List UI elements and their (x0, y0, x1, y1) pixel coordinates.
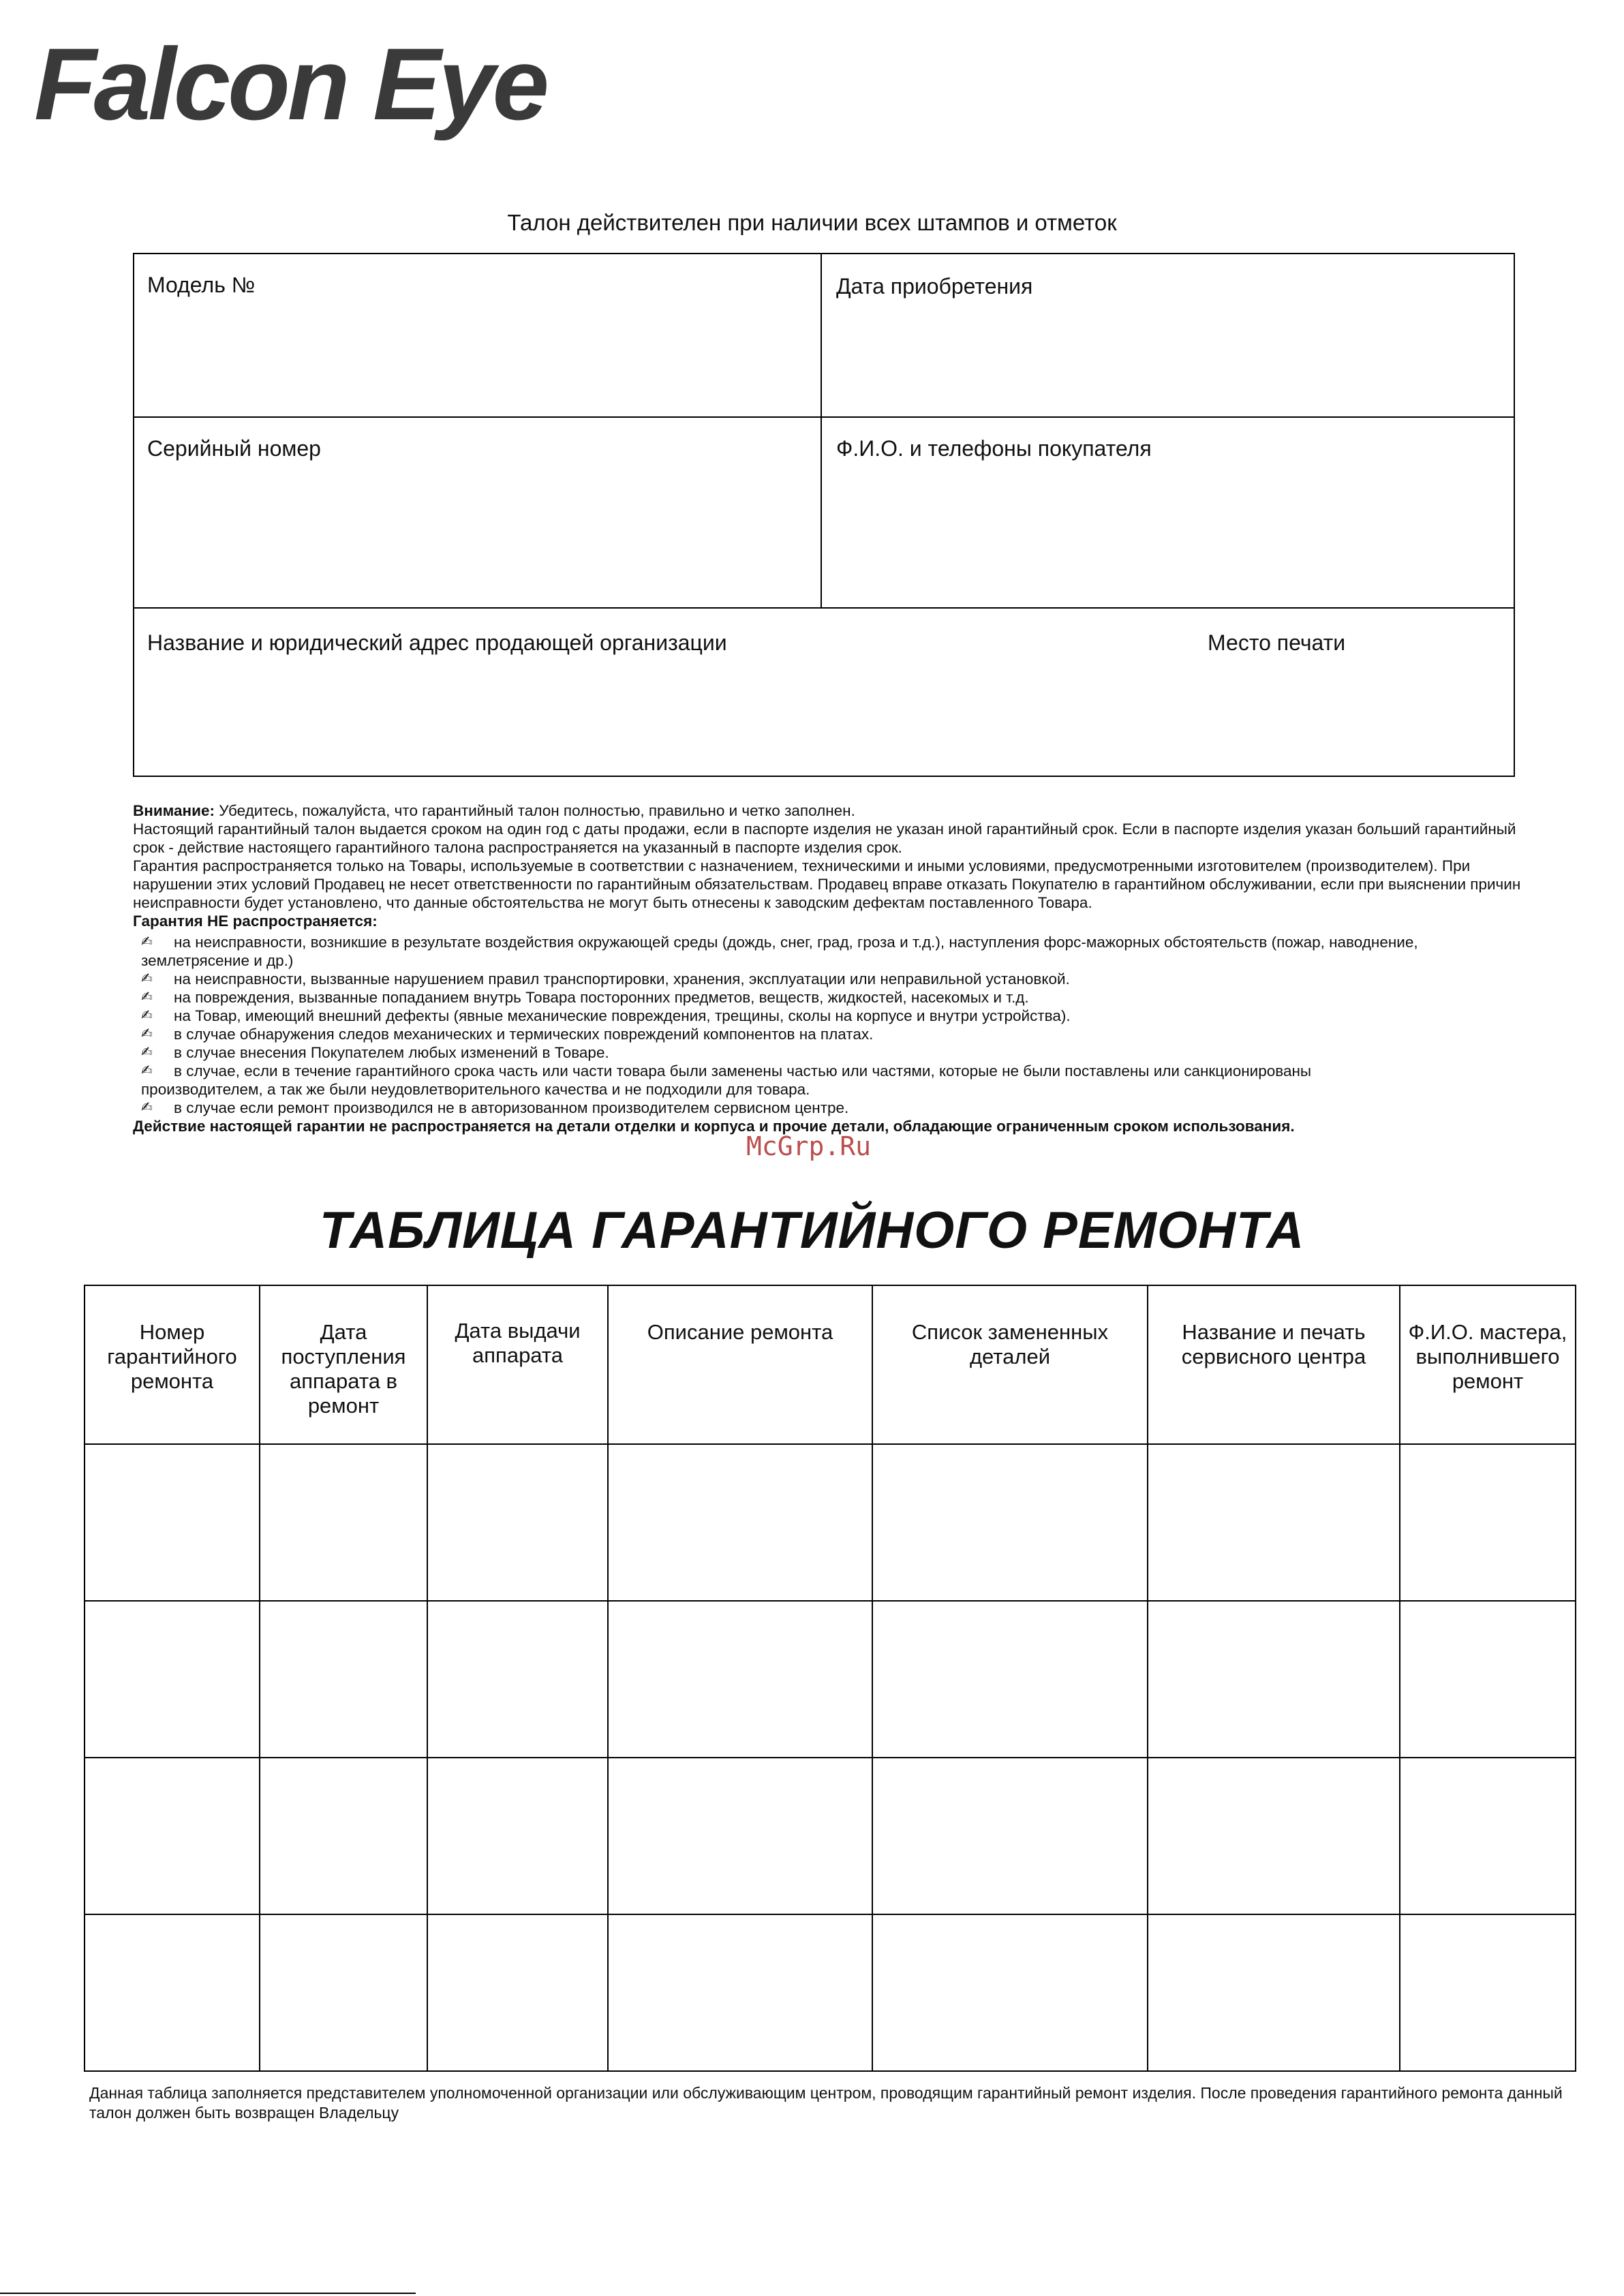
pen-icon: ✍ (141, 1045, 153, 1060)
list-item: ✍ в случае если ремонт производился не в авторизованном производителем сервисном центре. (141, 1099, 849, 1116)
validity-note: Талон действителен при наличии всех штампов и отметок (507, 210, 1117, 235)
terms-paragraph: Настоящий гарантийный талон выдается сроком на один год с даты продажи, если в паспорте изделия не указан иной гарантийный срок. Если в паспорте изделия указан больший гарантийный срок - действие настоящего гарантийного талона распространяется на указанный в паспорте изделия срок. (133, 821, 1516, 856)
column-header: Список замененных деталей (872, 1285, 1148, 1444)
table-cell[interactable] (85, 1601, 260, 1758)
purchase-date-label: Дата приобретения (836, 274, 1033, 299)
table-row (85, 1601, 1576, 1758)
table-cell[interactable] (1400, 1914, 1576, 2071)
table-row (85, 1444, 1576, 1601)
attention-label: Внимание: (133, 802, 215, 819)
list-item: ✍ в случае внесения Покупателем любых изменений в Товаре. (141, 1044, 609, 1061)
repair-table-title: ТАБЛИЦА ГАРАНТИЙНОГО РЕМОНТА (319, 1201, 1305, 1259)
pen-icon: ✍ (141, 990, 153, 1005)
table-cell[interactable] (608, 1601, 872, 1758)
list-item: ✍ на повреждения, вызванные попаданием внутрь Товара посторонних предметов, веществ, жидкостей, насекомых и т.д. (141, 989, 1029, 1006)
table-cell[interactable] (260, 1914, 427, 2071)
bottom-rule (0, 2293, 416, 2294)
table-cell[interactable] (1148, 1758, 1400, 1914)
attention-text: Убедитесь, пожалуйста, что гарантийный талон полностью, правильно и четко заполнен. (214, 802, 855, 819)
table-cell[interactable] (872, 1444, 1148, 1601)
footnote: Данная таблица заполняется представителем уполномоченной организации или обслуживающим центром, проводящим гарантийный ремонт изделия. После проведения гарантийного ремонта данный талон должен быть возвращен Владельцу (89, 2084, 1563, 2122)
table-cell[interactable] (260, 1758, 427, 1914)
table-cell[interactable] (85, 1444, 260, 1601)
table-cell[interactable] (1148, 1914, 1400, 2071)
attention-paragraph (133, 801, 1523, 820)
watermark: McGrp.Ru (746, 1131, 872, 1161)
table-cell[interactable] (427, 1601, 608, 1758)
table-cell[interactable] (872, 1914, 1148, 2071)
list-item: ✍ в случае обнаружения следов механических и термических повреждений компонентов на платах. (141, 1026, 874, 1043)
list-item: производителем, а так же были неудовлетворительного качества и не подходили для товара. (141, 1081, 810, 1098)
table-header-row (85, 1285, 1576, 1444)
table-cell[interactable] (427, 1914, 608, 2071)
table-cell[interactable] (427, 1758, 608, 1914)
table-cell[interactable] (1148, 1601, 1400, 1758)
table-row (85, 1914, 1576, 2071)
exclusions-list (133, 933, 1523, 1117)
final-note: Действие настоящей гарантии не распространяется на детали отделки и корпуса и прочие детали, обладающие ограниченным сроком использования. (133, 1118, 1295, 1135)
list-item: ✍ на неисправности, вызванные нарушением правил транспортировки, хранения, эксплуатации или неправильной установкой. (141, 970, 1070, 988)
seller-label: Название и юридический адрес продающей организации (147, 630, 727, 655)
column-header: Дата поступления аппарата в ремонт (260, 1285, 427, 1444)
terms-paragraph: Гарантия распространяется только на Товары, используемые в соответствии с назначением, техническими и иными условиями, предусмотренными изготовителем (производителем). При нарушении этих условий Продавец не несет ответственности по гарантийным обязательствам. Продавец вправе отказать Покупателю в гарантийном обслуживании, если при выяснении причин неисправности будет установлено, что данные обстоятельства не могут быть отнесены к заводским дефектам поставленного Товара. (133, 857, 1521, 911)
form-divider (134, 607, 1514, 609)
list-item: ✍ в случае, если в течение гарантийного срока часть или части товара были заменены частью или частями, которые не были поставлены или санкционированы (141, 1062, 1312, 1080)
warranty-terms (133, 801, 1523, 1135)
falcon-eye-logo: Falcon Eye (34, 27, 547, 141)
table-cell[interactable] (608, 1914, 872, 2071)
buyer-label: Ф.И.О. и телефоны покупателя (836, 436, 1152, 461)
list-item: ✍ на неисправности, возникшие в результате воздействия окружающей среды (дождь, снег, град, гроза и т.д.), наступления форс-мажорных обстоятельств (пожар, наводнение, (141, 934, 1418, 951)
pen-icon: ✍ (141, 1100, 153, 1115)
pen-icon: ✍ (141, 1026, 153, 1041)
table-cell[interactable] (1148, 1444, 1400, 1601)
table-cell[interactable] (85, 1914, 260, 2071)
column-header: Описание ремонта (608, 1285, 872, 1444)
warranty-form (133, 253, 1515, 777)
stamp-label: Место печати (1208, 630, 1346, 655)
list-item: ✍ на Товар, имеющий внешний дефекты (явные механические повреждения, трещины, сколы на корпусе и внутри устройства). (141, 1007, 1071, 1024)
column-header: Ф.И.О. мастера, выполнившего ремонт (1400, 1285, 1576, 1444)
table-cell[interactable] (872, 1758, 1148, 1914)
table-cell[interactable] (1400, 1444, 1576, 1601)
pen-icon: ✍ (141, 1063, 153, 1078)
pen-icon: ✍ (141, 934, 153, 949)
column-header: Номер гарантийного ремонта (85, 1285, 260, 1444)
table-cell[interactable] (1400, 1601, 1576, 1758)
repair-table (84, 1285, 1576, 2072)
table-cell[interactable] (608, 1444, 872, 1601)
table-row (85, 1758, 1576, 1914)
form-divider (821, 254, 822, 607)
model-label: Модель № (147, 273, 256, 297)
list-item: землетрясение и др.) (141, 952, 294, 969)
form-divider (134, 416, 1514, 418)
exclusions-heading: Гарантия НЕ распространяется: (133, 913, 378, 930)
table-cell[interactable] (427, 1444, 608, 1601)
table-cell[interactable] (872, 1601, 1148, 1758)
pen-icon: ✍ (141, 971, 153, 986)
column-header: Дата выдачи аппарата (427, 1285, 608, 1444)
pen-icon: ✍ (141, 1008, 153, 1023)
serial-number-label: Серийный номер (147, 436, 321, 461)
column-header: Название и печать сервисного центра (1148, 1285, 1400, 1444)
table-cell[interactable] (85, 1758, 260, 1914)
table-cell[interactable] (260, 1601, 427, 1758)
table-cell[interactable] (608, 1758, 872, 1914)
table-cell[interactable] (1400, 1758, 1576, 1914)
table-cell[interactable] (260, 1444, 427, 1601)
